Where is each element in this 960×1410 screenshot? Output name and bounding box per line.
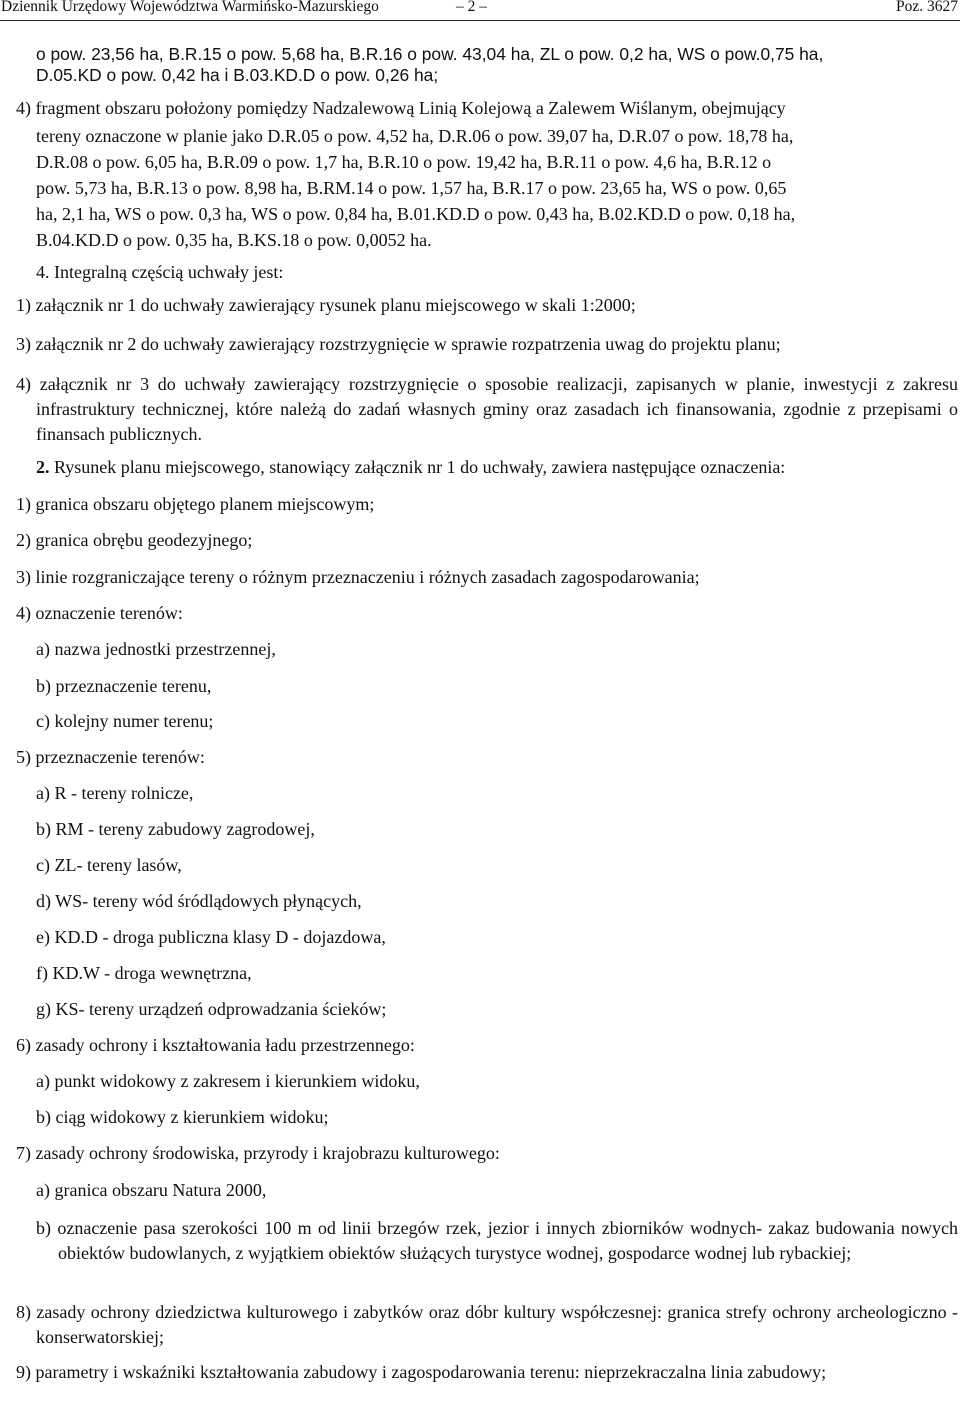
marking-item: 3) linie rozgraniczające tereny o różnym przeznaczeniu i różnych zasadach zagospodarowania; (16, 567, 700, 587)
area-fragment-line: pow. 5,73 ha, B.R.13 o pow. 8,98 ha, B.RM.14 o pow. 1,57 ha, B.R.17 o pow. 23,65 ha, WS o pow. 0,65 (36, 178, 787, 198)
marking-subitem: a) granica obszaru Natura 2000, (36, 1180, 267, 1200)
section-number: 2. (36, 457, 50, 477)
attachment-item: 1) załącznik nr 1 do uchwały zawierający rysunek planu miejscowego w skali 1:2000; (16, 295, 636, 315)
marking-item: 7) zasady ochrony środowiska, przyrody i krajobrazu kulturowego: (16, 1143, 500, 1163)
marking-subitem: b) ciąg widokowy z kierunkiem widoku; (36, 1107, 329, 1127)
marking-subitem: c) kolejny numer terenu; (36, 711, 214, 731)
position-number: Poz. 3627 (896, 0, 958, 15)
attachment-item: 3) załącznik nr 2 do uchwały zawierający rozstrzygnięcie w sprawie rozpatrzenia uwag do projektu planu; (16, 334, 781, 354)
marking-item: 5) przeznaczenie terenów: (16, 747, 205, 767)
continuation-line: o pow. 23,56 ha, B.R.15 o pow. 5,68 ha, B.R.16 o pow. 43,04 ha, ZL o pow. 0,2 ha, WS o pow.0,75 ha, (36, 44, 824, 64)
marking-item: 4) oznaczenie terenów: (16, 603, 183, 623)
marking-subitem: g) KS- tereny urządzeń odprowadzania ścieków; (36, 999, 387, 1019)
area-fragment-line: B.04.KD.D o pow. 0,35 ha, B.KS.18 o pow. 0,0052 ha. (36, 230, 432, 250)
attachment-item: 4) załącznik nr 3 do uchwały zawierający rozstrzygnięcie o sposobie realizacji, zapisanych w planie, inwestycji z zakresu infrastruktury technicznej, które należą do zadań własnych gminy oraz zasadach ich finansowania, zgodnie z przepisami o finansach publicznych. (16, 374, 958, 444)
marking-subitem: a) punkt widokowy z zakresem i kierunkiem widoku, (36, 1071, 420, 1091)
section-text: Integralną częścią uchwały jest: (54, 262, 284, 282)
section-2-heading (36, 457, 785, 478)
journal-title: Dziennik Urzędowy Województwa Warmińsko-Mazurskiego (1, 0, 379, 15)
continuation-line: D.05.KD o pow. 0,42 ha i B.03.KD.D o pow. 0,26 ha; (36, 65, 439, 85)
marking-subitem: c) ZL- tereny lasów, (36, 855, 182, 875)
section-text: Rysunek planu miejscowego, stanowiący załącznik nr 1 do uchwały, zawiera następujące oznaczenia: (54, 457, 786, 477)
marking-item: 1) granica obszaru objętego planem miejscowym; (16, 494, 375, 514)
area-fragment-line: tereny oznaczone w planie jako D.R.05 o pow. 4,52 ha, D.R.06 o pow. 39,07 ha, D.R.07 o pow. 18,78 ha, (36, 126, 794, 146)
page-number: – 2 – (456, 0, 487, 15)
marking-subitem: b) RM - tereny zabudowy zagrodowej, (36, 819, 315, 839)
section-number: 4. (36, 262, 50, 282)
marking-item: 2) granica obrębu geodezyjnego; (16, 530, 253, 550)
area-fragment-line: D.R.08 o pow. 6,05 ha, B.R.09 o pow. 1,7 ha, B.R.10 o pow. 19,42 ha, B.R.11 o pow. 4,6 ha, B.R.12 o (36, 152, 772, 172)
marking-subitem: d) WS- tereny wód śródlądowych płynących, (36, 891, 362, 911)
marking-subitem: a) R - tereny rolnicze, (36, 783, 194, 803)
marking-subitem: a) nazwa jednostki przestrzennej, (36, 639, 276, 659)
area-fragment-line: ha, 2,1 ha, WS o pow. 0,3 ha, WS o pow. 0,84 ha, B.01.KD.D o pow. 0,43 ha, B.02.KD.D o pow. 0,18 ha, (36, 204, 796, 224)
marking-subitem: e) KD.D - droga publiczna klasy D - dojazdowa, (36, 927, 386, 947)
marking-item: 9) parametry i wskaźniki kształtowania zabudowy i zagospodarowania terenu: nieprzekraczalna linia zabudowy; (16, 1362, 827, 1382)
page-header (0, 0, 960, 21)
area-fragment-item: 4) fragment obszaru położony pomiędzy Nadzalewową Linią Kolejową a Zalewem Wiślanym, obejmujący (16, 98, 786, 118)
marking-subitem: b) oznaczenie pasa szerokości 100 m od linii brzegów rzek, jezior i innych zbiorników wodnych- zakaz budowania nowych obiektów budowlanych, z wyjątkiem obiektów służących turystyce wodnej, gospodarce wodnej lub rybackiej; (36, 1218, 958, 1263)
marking-item: 6) zasady ochrony i kształtowania ładu przestrzennego: (16, 1035, 415, 1055)
marking-item: 8) zasady ochrony dziedzictwa kulturowego i zabytków oraz dóbr kultury współczesnej: granica strefy ochrony archeologiczno - konserwatorskiej; (16, 1302, 958, 1347)
marking-subitem: b) przeznaczenie terenu, (36, 676, 212, 696)
marking-subitem: f) KD.W - droga wewnętrzna, (36, 963, 252, 983)
section-4-heading (36, 262, 283, 283)
